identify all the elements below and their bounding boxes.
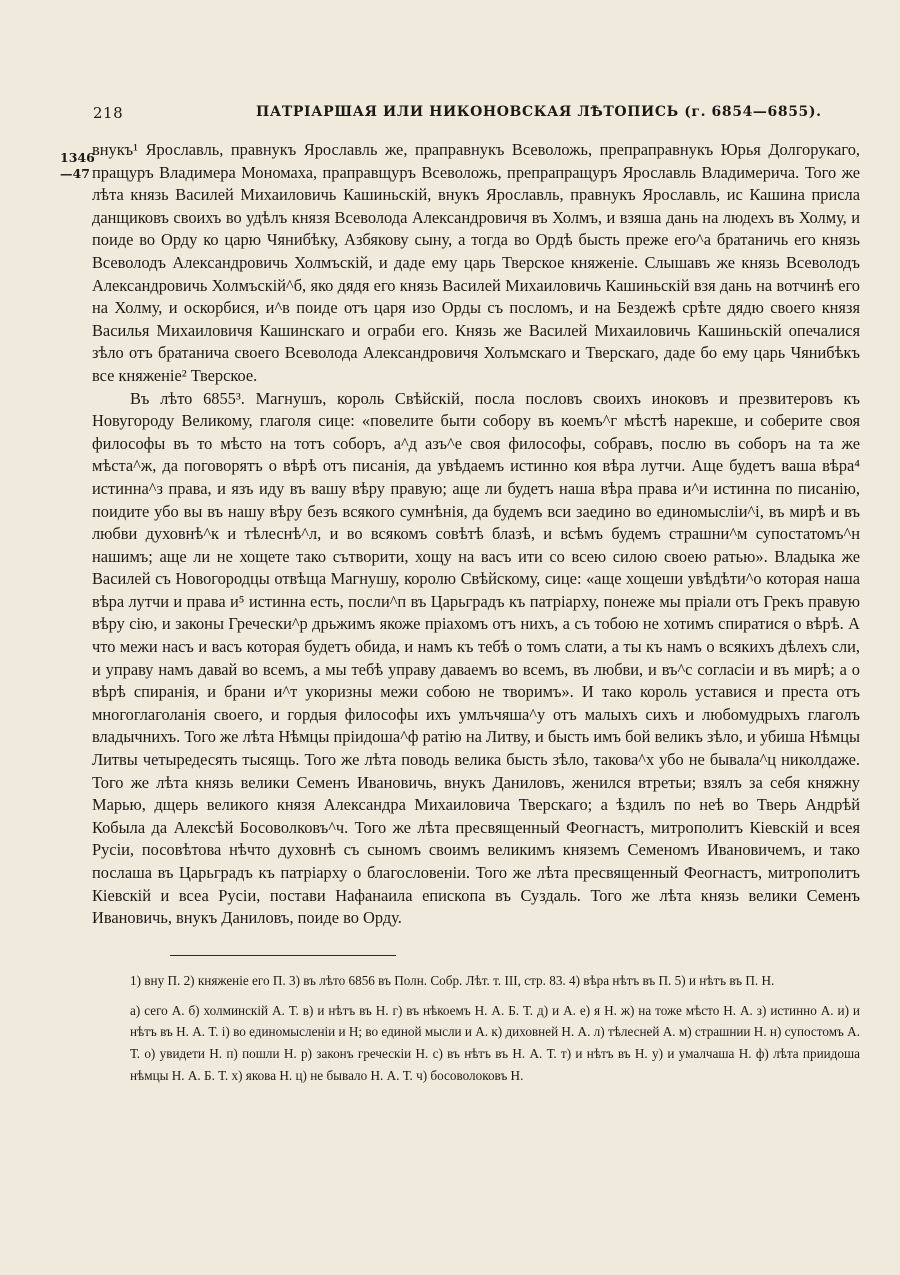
margin-year-top: 1346 (60, 150, 95, 165)
margin-year-note (60, 150, 95, 182)
paragraph-2: Въ лѣто 6855³. Магнушъ, король Свѣйскій, посла пословъ своихъ иноковъ и презвитеровъ къ Новугороду Великому, глаголя сице: «повелите быти собору въ коемъ^г мѣстѣ нарекше, и соберите своя философы въ то мѣсто на тотъ соборъ, а^д азъ^е своя философы, собравъ, послю въ соборъ на та же мѣста^ж, да поговорятъ о вѣрѣ отъ писанія, да увѣдаемъ истинно коя вѣра лутчи. Аще будетъ ваша вѣра⁴ истинна^з права, и язъ иду въ вашу вѣру правую; аще ли будетъ наша вѣра права и^и истинна по писанію, поидите убо вы въ нашу вѣру безъ всякого сумнѣнія, да будемъ вси заедино во единомысліи^і, въ мирѣ и въ любви духовнѣ^к и тѣлеснѣ^л, и во всякомъ совѣтѣ блазѣ, и всѣмъ будемъ страшни^м супостатомъ^н нашимъ; аще ли не хощете тако сътворити, хощу на васъ ити со всею силою своею ратью». Владыка же Василей съ Новогородцы отвѣща Магнушу, королю Свѣйскому, сице: «аще хощеши увѣдѣти^о которая наша вѣра лутчи и права и⁵ истинна есть, посли^п въ Царьградъ къ патріарху, понеже мы пріали отъ Грекъ правую вѣру сію, и законы Гречески^р дрьжимъ якоже пріахомъ отъ нихъ, а съ тобою не хотимъ спиратися о вѣрѣ. А что межи насъ и васъ которая будетъ обида, и намъ къ тебѣ о томъ слати, а ты къ намъ о всякихъ дѣлехъ сли, и управу намъ давай во всемъ, а мы тебѣ управу даваемъ во всемъ, въ любви, и въ^с согласіи и въ мирѣ; а о вѣрѣ спиранія, и брани и^т укоризны межи собою не творимъ». И тако король уставися и преста отъ многоглаголанія своего, и гордыя философы ихъ умлъчяша^у отъ малыхъ сихъ и любомудрыхъ глаголъ владычнихъ. Того же лѣта Нѣмцы пріидоша^ф ратію на Литву, и бысть имъ бой великъ зѣло, и убиша Нѣмцы Литвы четыредесять тысящь. Того же лѣта поводь велика бысть зѣло, такова^х убо не бывала^ц николдаже. Того же лѣта князь велики Семенъ Ивановичь, внукъ Даниловъ, женился втретьи; взялъ за себя княжну Марью, дщерь великого князя Александра Михаиловича Тверскаго; а ѣздилъ по неѣ во Тверь Андрѣй Кобыла да Алексѣй Босоволковъ^ч. Того же лѣта пресвященный Феогнастъ, митрополитъ Кіевскій и всея Русіи, посовѣтова нѣчто духовнѣ съ сыномъ своимъ великимъ княземъ Семеномъ Ивановичемъ, и тако послаша въ Царьградъ къ патріарху о благословеніи. Того же лѣта пресвященный Феогнастъ, митрополитъ Кіевскій и всеа Русіи, постави Нафанаила епископа въ Суздаль. Того же лѣта князь велики Семенъ Ивановичь, внукъ Даниловъ, поиде во Орду. (92, 388, 860, 928)
page-number: 218 (93, 104, 124, 122)
margin-year-bottom: —47 (60, 166, 90, 181)
footnotes-numeric: 1) вну П. 2) княженіе его П. 3) въ лѣто 6856 въ Полн. Собр. Лѣт. т. III, стр. 83. 4) вѣра нѣтъ въ П. 5) и нѣтъ въ П. Н. (130, 973, 775, 988)
footnote-divider (170, 955, 396, 956)
paragraph-1: внукъ¹ Ярославль, правнукъ Ярославль же, праправнукъ Всеволожь, препраправнукъ Юрья Долгорукаго, пращуръ Владимера Мономаха, праправщуръ Всеволожь, препрапращуръ Ярославль Владимерича. Того же лѣта князь Василей Михаиловичь Кашиньскій, внукъ Ярославль, правнукъ Ярославль, ис Кашина присла данщиковъ своихъ во удѣлъ князя Всеволода Александровичя въ Холмъ, и взяша дань на людехъ въ Холму, и поиде во Орду ко царю Чянибѣку, Азбякову сыну, а тогда во Ордѣ бысть преже его^а братаничь его князь Всеволодъ Александровичь Холмъскій, и даде ему царь Тверское княженіе. Слышавъ же князь Всеволодъ Александровичь Холмъскій^б, яко дядя его князь Василей Михаиловичь Кашиньскій взя дань на вотчинѣ его на Холму, и оскорбися, и^в поиде отъ царя изо Орды съ посломъ, и на Бездежѣ срѣте дядю своего князя Василья Михаиловичя Кашинскаго и ограби его. Князь же Василей Михаиловичь Кашиньскій опечалися зѣло отъ братанича своего Всеволода Александровичя Холъмскаго и Тверскаго, даде бо ему царь Чянибѣкъ все княженіе² Тверское. (92, 140, 860, 385)
running-head: ПАТРІАРШАЯ ИЛИ НИКОНОВСКАЯ ЛѢТОПИСЬ (г. 6854—6855). (256, 104, 822, 120)
chronicle-text (92, 139, 860, 930)
footnotes-lettered: а) сего А. б) холминскій А. Т. в) и нѣтъ въ Н. г) въ нѣкоемъ Н. А. Б. Т. д) и А. е) я Н. ж) на тоже мѣсто Н. А. з) истинно А. и) и нѣтъ въ Н. А. Т. і) во единомысленіи и Н; во единой мысли и А. к) диховней Н. А. л) тѣлесней А. м) страшнии Н. н) супостомъ А. Т. о) увидети Н. п) пошли Н. р) законъ греческіи Н. с) въ нѣтъ въ Н. А. Т. т) и нѣтъ въ Н. у) и умалчаша Н. ф) лѣта приидоша нѣмцы Н. А. Б. Т. х) якова Н. ц) не бывало Н. А. Т. ч) босоволоковъ Н. (130, 1002, 860, 1083)
footnotes (130, 970, 860, 1087)
